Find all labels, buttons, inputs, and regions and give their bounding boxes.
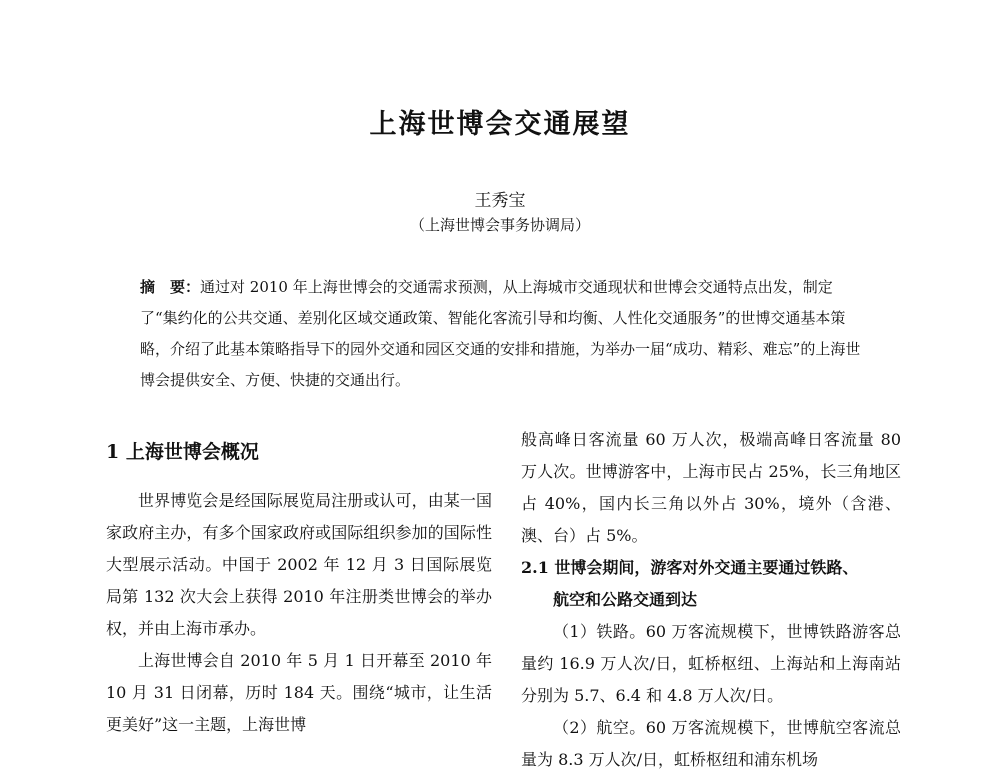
- subsection-heading-line2: 航空和公路交通到达: [553, 590, 698, 609]
- subsection-heading: [521, 552, 901, 616]
- body-paragraph: 上海世博会自 2010 年 5 月 1 日开幕至 2010 年 10 月 31 日闭幕，历时 184 天。围绕“城市，让生活更美好”这一主题，上海世博: [106, 651, 492, 734]
- body-paragraph: （2）航空。60 万客流规模下，世博航空客流总量为 8.3 万人次/日，虹桥枢纽和浦东机场: [521, 718, 901, 769]
- subsection-heading-line1: 2.1 世博会期间，游客对外交通主要通过铁路、: [521, 558, 859, 577]
- body-paragraph: （1）铁路。60 万客流规模下，世博铁路游客总量约 16.9 万人次/日，虹桥枢纽、上海站和上海南站分别为 5.7、6.4 和 4.8 万人次/日。: [521, 622, 901, 705]
- section-heading: 1 上海世博会概况: [106, 441, 259, 463]
- author-name: 王秀宝: [474, 191, 526, 211]
- left-column: [106, 435, 492, 741]
- right-column: [521, 424, 901, 776]
- abstract-text: 通过对 2010 年上海世博会的交通需求预测，从上海城市交通现状和世博会交通特点出发，制定了“集约化的公共交通、差别化区域交通政策、智能化客流引导和均衡、人性化交通服务”的世博交通基本策略，介绍了此基本策略指导下的园外交通和园区交通的安排和措施，为举办一届“成功、精彩、难忘”的上海世博会提供安全、方便、快捷的交通出行。: [140, 278, 861, 389]
- paper-title: 上海世博会交通展望: [369, 109, 631, 140]
- author-affiliation: （上海世博会事务协调局）: [409, 216, 590, 234]
- body-paragraph: 世界博览会是经国际展览局注册或认可，由某一国家政府主办，有多个国家政府或国际组织参加的国际性大型展示活动。中国于 2002 年 12 月 3 日国际展览局第 132 次大会上获得 2010 年注册类世博会的举办权，并由上海市承办。: [106, 491, 492, 638]
- abstract: [140, 272, 865, 396]
- continuation-paragraph: 般高峰日客流量 60 万人次，极端高峰日客流量 80 万人次。世博游客中，上海市民占 25%，长三角地区占 40%，国内长三角以外占 30%，境外（含港、澳、台）占 5%。: [521, 430, 901, 545]
- abstract-label: 摘 要：: [140, 278, 201, 296]
